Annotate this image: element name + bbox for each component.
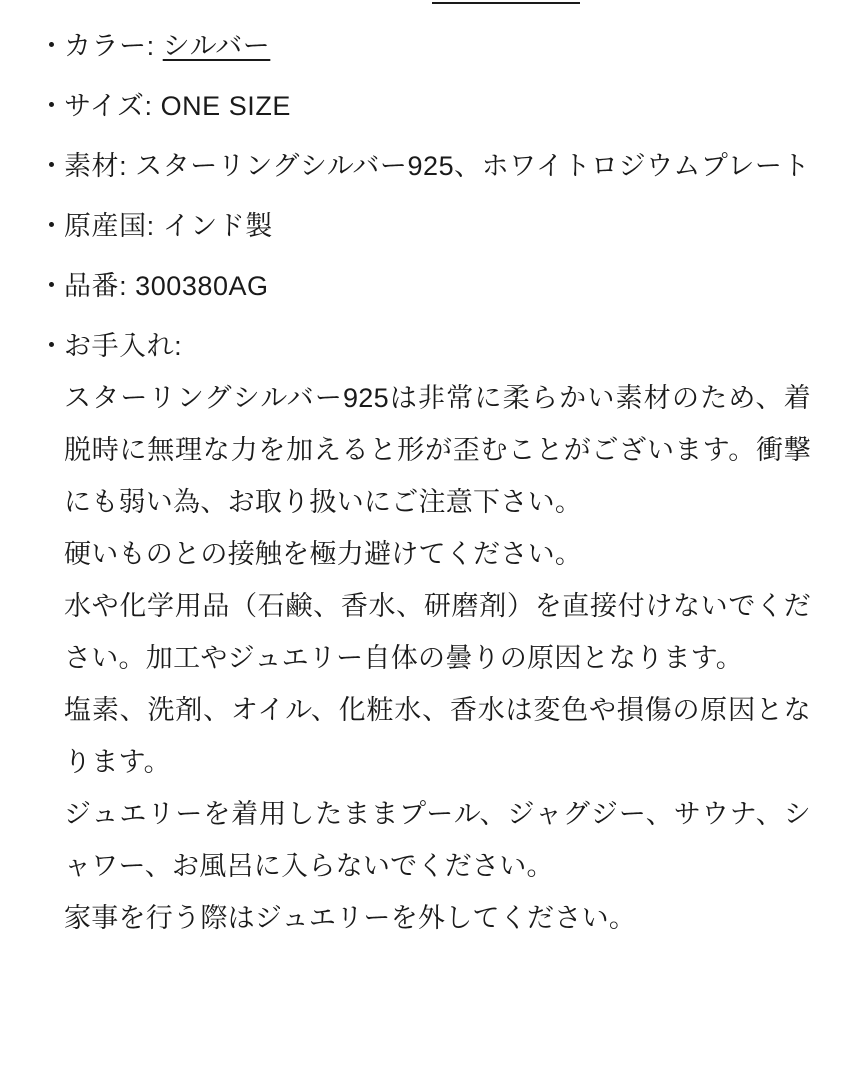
spec-row-origin <box>30 202 811 250</box>
care-paragraph: ジュエリーを着用したままプール、ジャグジー、サウナ、シャワー、お風呂に入らないでください。 <box>64 799 811 881</box>
bullet-icon: ・ <box>38 91 66 121</box>
spec-label-material: 素材: <box>64 151 128 181</box>
spec-label-size: サイズ: <box>64 91 153 121</box>
spec-label-item-number: 品番: <box>64 271 128 301</box>
spec-row-color <box>30 22 811 70</box>
spec-row-care <box>30 322 811 944</box>
bullet-icon: ・ <box>38 31 66 61</box>
care-instructions <box>64 372 811 944</box>
care-paragraph: 塩素、洗剤、オイル、化粧水、香水は変色や損傷の原因となります。 <box>64 695 811 777</box>
spec-label-care: お手入れ: <box>64 331 183 361</box>
bullet-icon: ・ <box>38 211 66 241</box>
spec-label-color: カラー: <box>64 31 155 61</box>
spec-value-size: ONE SIZE <box>160 91 291 121</box>
spec-row-material <box>30 142 811 190</box>
product-spec-list <box>30 0 811 944</box>
spec-value-color[interactable]: シルバー <box>162 31 271 61</box>
spec-value-item-number: 300380AG <box>135 271 269 301</box>
care-paragraph: スターリングシルバー925は非常に柔らかい素材のため、着脱時に無理な力を加えると形が歪むことがございます。衝撃にも弱い為、お取り扱いにご注意下さい。 <box>64 383 811 517</box>
care-paragraph: 水や化学用品（石鹸、香水、研磨剤）を直接付けないでください。加工やジュエリー自体の曇りの原因となります。 <box>64 591 811 673</box>
bullet-icon: ・ <box>38 271 66 301</box>
care-paragraph: 家事を行う際はジュエリーを外してください。 <box>64 903 637 933</box>
spec-value-material: スターリングシルバー925、ホワイトロジウムプレート <box>135 151 810 181</box>
spec-value-origin: インド製 <box>162 211 273 241</box>
spec-row-size <box>30 82 811 130</box>
bullet-icon: ・ <box>38 151 66 181</box>
spec-row-item-number <box>30 262 811 310</box>
section-divider-rule <box>432 2 580 4</box>
bullet-icon: ・ <box>38 331 66 361</box>
spec-label-origin: 原産国: <box>64 211 155 241</box>
care-paragraph: 硬いものとの接触を極力避けてください。 <box>64 539 583 569</box>
